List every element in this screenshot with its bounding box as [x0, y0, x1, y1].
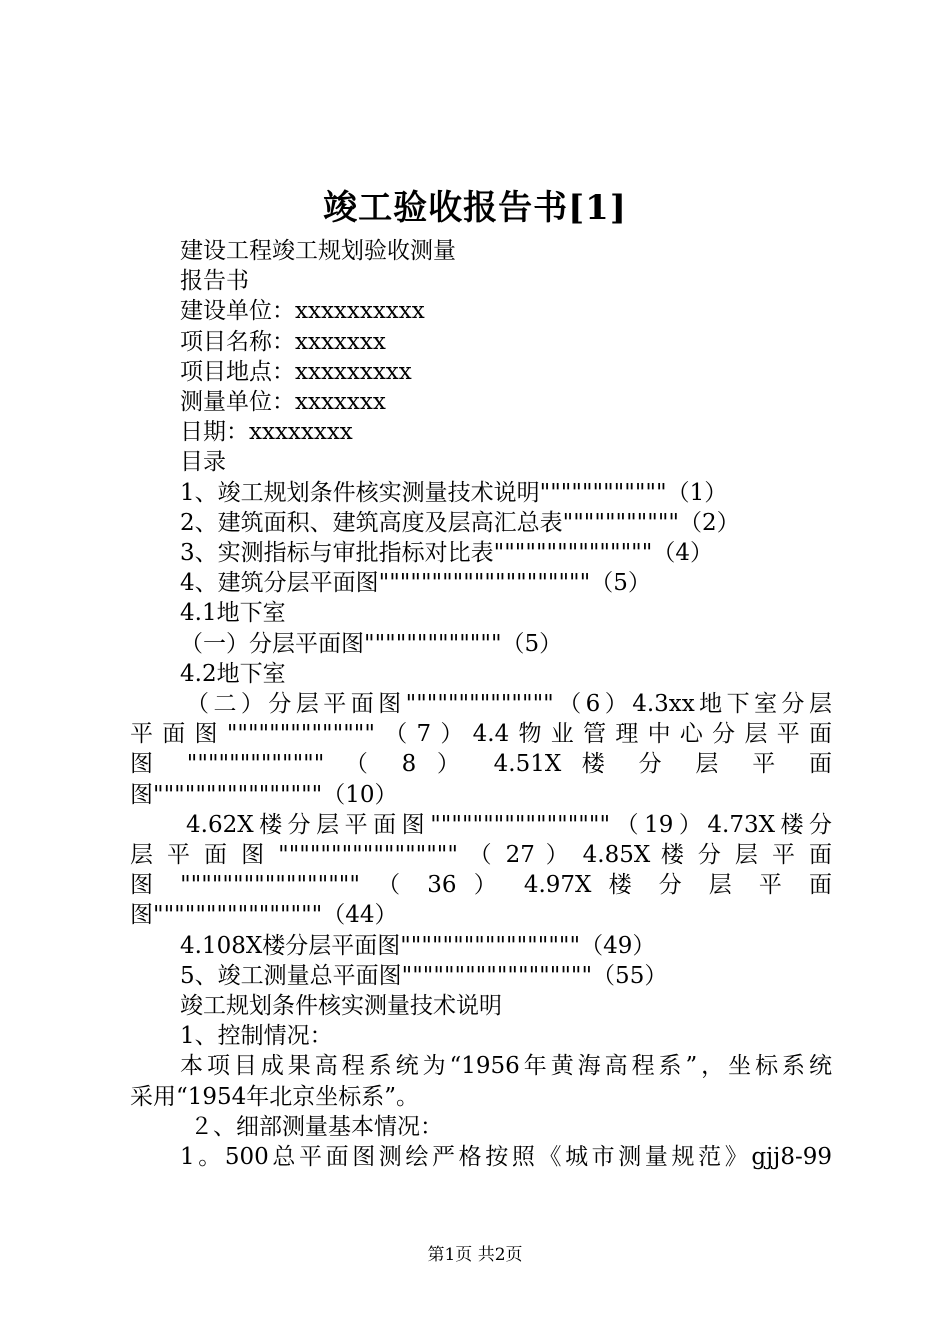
- document-title: 竣工验收报告书[1]: [323, 188, 627, 228]
- paragraph-line: 项目名称：xxxxxxx: [180, 328, 386, 355]
- toc-entry: 4.2地下室: [180, 660, 286, 687]
- toc-entry: 1、竣工规划条件核实测量技术说明""""""""""""（1）: [180, 479, 728, 506]
- toc-entry: 层 平 面 图 """"""""""""""""" （ 27 ） 4.85X 楼 分 层 平 面: [130, 842, 832, 869]
- paragraph-line: 建设单位：xxxxxxxxxx: [180, 298, 425, 325]
- toc-entry: 图""""""""""""""""（10）: [130, 781, 398, 808]
- toc-entry: 图""""""""""""""""（44）: [130, 902, 398, 929]
- page-footer: 第1页 共2页: [427, 1245, 523, 1265]
- paragraph-line: 建设工程竣工规划验收测量: [180, 238, 456, 264]
- toc-entry: 5、竣工测量总平面图""""""""""""""""""（55）: [180, 962, 668, 989]
- section-heading: 竣工规划条件核实测量技术说明: [180, 993, 502, 1020]
- toc-entry: 2、建筑面积、建筑高度及层高汇总表"""""""""""（2）: [180, 509, 740, 536]
- paragraph-line: 1。500总平面图测绘严格按照《城市测量规范》gjj8-99: [180, 1144, 832, 1171]
- paragraph-line: 测量单位：xxxxxxx: [180, 389, 386, 416]
- subsection-heading: 1、控制情况：: [180, 1023, 333, 1050]
- toc-entry: 4.108X楼分层平面图"""""""""""""""""（49）: [180, 932, 656, 959]
- document-body: [130, 236, 832, 1172]
- toc-entry: 4.62X楼分层平面图"""""""""""""""""（19）4.73X楼分: [186, 811, 832, 838]
- toc-entry: （一）分层平面图"""""""""""""（5）: [180, 630, 563, 657]
- paragraph-line: 采用“1954年北京坐标系”。: [130, 1083, 420, 1110]
- toc-entry: 4、建筑分层平面图""""""""""""""""""""（5）: [180, 570, 651, 597]
- paragraph-line: 报告书: [180, 268, 249, 295]
- paragraph-line: 项目地点：xxxxxxxxx: [180, 358, 412, 385]
- paragraph-line: 本项目成果高程系统为“1956年黄海高程系”，坐标系统: [180, 1053, 832, 1080]
- toc-entry: 4.1地下室: [180, 600, 286, 627]
- paragraph-line: 日期：xxxxxxxx: [180, 419, 353, 446]
- toc-entry: 图 """"""""""""" （ 8 ） 4.51X 楼 分 层 平 面: [130, 751, 832, 778]
- toc-heading: 目录: [180, 449, 226, 476]
- subsection-heading: ２、细部测量基本情况：: [190, 1113, 443, 1140]
- toc-entry: 3、实测指标与审批指标对比表"""""""""""""""（4）: [180, 540, 713, 567]
- toc-entry: 平面图""""""""""""""（7）4.4物业管理中心分层平面: [130, 721, 832, 748]
- toc-entry: （二）分层平面图""""""""""""""（6）4.3xx地下室分层: [186, 691, 832, 718]
- toc-entry: 图 """"""""""""""""" （ 36 ） 4.97X 楼 分 层 平 面: [130, 872, 832, 899]
